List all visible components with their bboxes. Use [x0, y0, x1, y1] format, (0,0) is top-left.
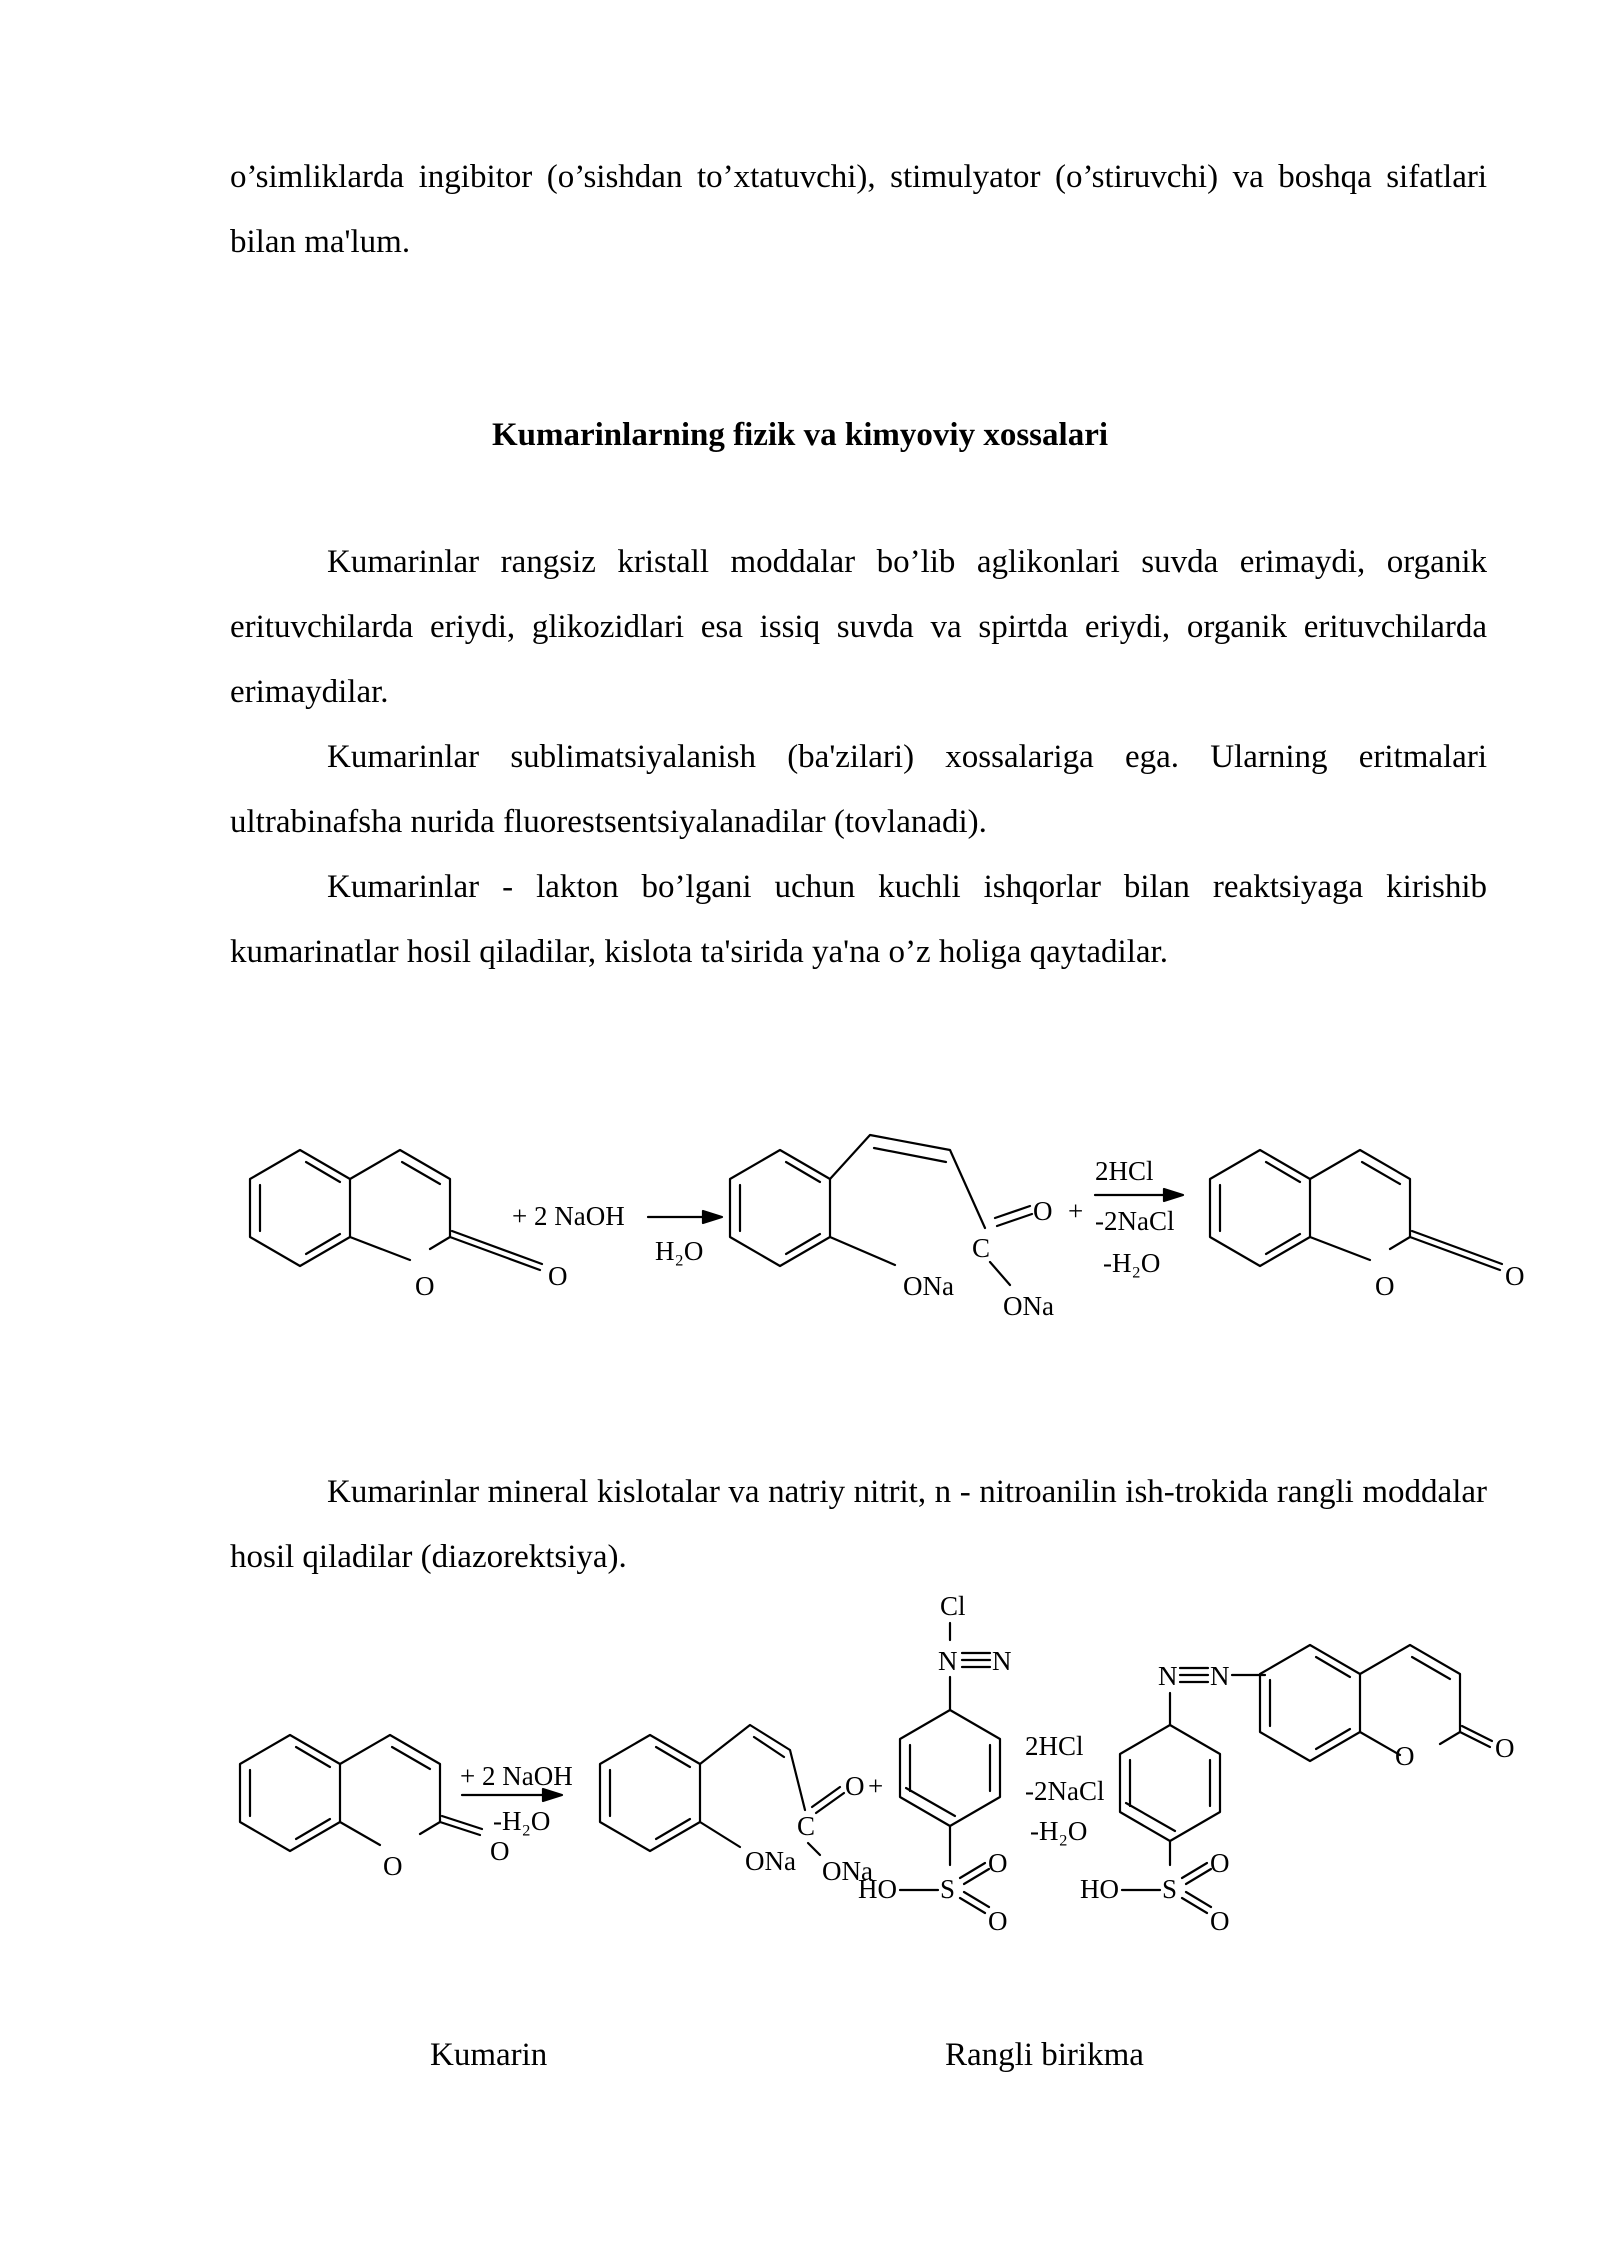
reagent-hcl: 2HCl: [1095, 1156, 1154, 1186]
sulfur-label-right: S: [1162, 1874, 1178, 1904]
coumarin-structure-right: [1210, 1150, 1525, 1301]
carboxyl-carbon-label: C: [797, 1811, 816, 1841]
coumarinate-structure: [600, 1725, 883, 1886]
sulfonyl-oxygen-bottom-left: O: [988, 1906, 1008, 1936]
byproduct-water-2: -H₂O: [1030, 1816, 1088, 1846]
hydroxyl-label-left: HO: [858, 1874, 897, 1904]
byproduct-water: -H₂O: [493, 1806, 551, 1836]
carboxyl-oxygen-label: O: [845, 1771, 865, 1801]
ona-label-1: ONa: [903, 1271, 954, 1301]
byproduct-nacl: -2NaCl: [1095, 1206, 1175, 1236]
reagent-hcl: 2HCl: [1025, 1731, 1084, 1761]
ring-oxygen-label: O: [383, 1851, 403, 1881]
paragraph-diazo: Kumarinlar mineral kislotalar va natriy nitrit, n - nitroanilin ish-trokida rangli moddalar hosil qiladilar (diazorektsiya).: [230, 1474, 1487, 1575]
ring-oxygen-label-right: O: [1375, 1271, 1395, 1301]
sulfonyl-oxygen-top-left: O: [988, 1848, 1008, 1878]
byproduct-nacl: -2NaCl: [1025, 1776, 1105, 1806]
coumarinate-structure: [730, 1135, 1054, 1321]
caption-rangli-birikma: Rangli birikma: [945, 2037, 1144, 2073]
carbonyl-oxygen-label-product: O: [1495, 1733, 1515, 1763]
diazo-nitrogen-left: N: [938, 1646, 958, 1676]
carbonyl-oxygen-label: O: [548, 1261, 568, 1291]
section-heading: Kumarinlarning fizik va kimyoviy xossalari: [491, 417, 1109, 453]
sulfur-label-left: S: [940, 1874, 956, 1904]
hydroxyl-label-right: HO: [1080, 1874, 1119, 1904]
ring-oxygen-label: O: [415, 1271, 435, 1301]
azo-nitrogen-1: N: [1158, 1661, 1178, 1691]
carboxyl-oxygen-label: O: [1033, 1196, 1053, 1226]
ring-oxygen-label-product: O: [1395, 1741, 1415, 1771]
diazonium-sulfanilic-acid: [858, 1591, 1012, 1936]
paragraph-intro: o’simliklarda ingibitor (o’sishdan to’xtatuvchi), stimulyator (o’stiruvchi) va boshqa sifatlari bilan ma'lum.: [230, 159, 1487, 260]
plus-sign: +: [868, 1771, 884, 1801]
sulfonyl-oxygen-bottom-right: O: [1210, 1906, 1230, 1936]
ona-label-2: ONa: [1003, 1291, 1054, 1321]
azo-nitrogen-2: N: [1210, 1661, 1230, 1691]
ona-label-1: ONa: [745, 1846, 796, 1876]
reagent-naoh: + 2 NaOH: [512, 1201, 625, 1231]
reaction-scheme-diazo: [0, 1585, 1600, 1975]
carbonyl-oxygen-label-right: O: [1505, 1261, 1525, 1291]
paragraph-sublimation: Kumarinlar sublimatsiyalanish (ba'zilari) xossalariga ega. Ularning eritmalari ultrabinafsha nurida fluorestsentsiyalanadilar (tovlanadi).: [230, 739, 1487, 840]
paragraph-lactone: Kumarinlar - lakton bo’lgani uchun kuchli ishqorlar bilan reaktsiyaga kirishib kumarinatlar hosil qiladilar, kislota ta'sirida ya'na o’z holiga qaytadilar.: [230, 869, 1487, 970]
carboxyl-carbon-label: C: [972, 1233, 991, 1263]
solvent-water: H₂O: [655, 1236, 704, 1266]
reagent-naoh: + 2 NaOH: [460, 1761, 573, 1791]
byproduct-water: -H₂O: [1103, 1248, 1161, 1278]
paragraph-solubility: Kumarinlar rangsiz kristall moddalar bo’lib aglikonlari suvda erimaydi, organik erituvchilarda eriydi, glikozidlari esa issiq suvda va spirtda eriydi, organik erituvchilarda erimaydilar.: [230, 544, 1487, 710]
sulfonyl-oxygen-top-right: O: [1210, 1848, 1230, 1878]
azo-dye-product: [1080, 1645, 1515, 1936]
caption-kumarin: Kumarin: [430, 2037, 548, 2073]
chlorine-label: Cl: [940, 1591, 966, 1621]
carbonyl-oxygen-label: O: [490, 1836, 510, 1866]
coumarin-structure-left: [240, 1735, 510, 1881]
ona-label-2: ONa: [822, 1856, 873, 1886]
plus-sign: +: [1068, 1196, 1084, 1226]
reaction-scheme-hydrolysis: [0, 1110, 1600, 1340]
diazo-nitrogen-right: N: [992, 1646, 1012, 1676]
